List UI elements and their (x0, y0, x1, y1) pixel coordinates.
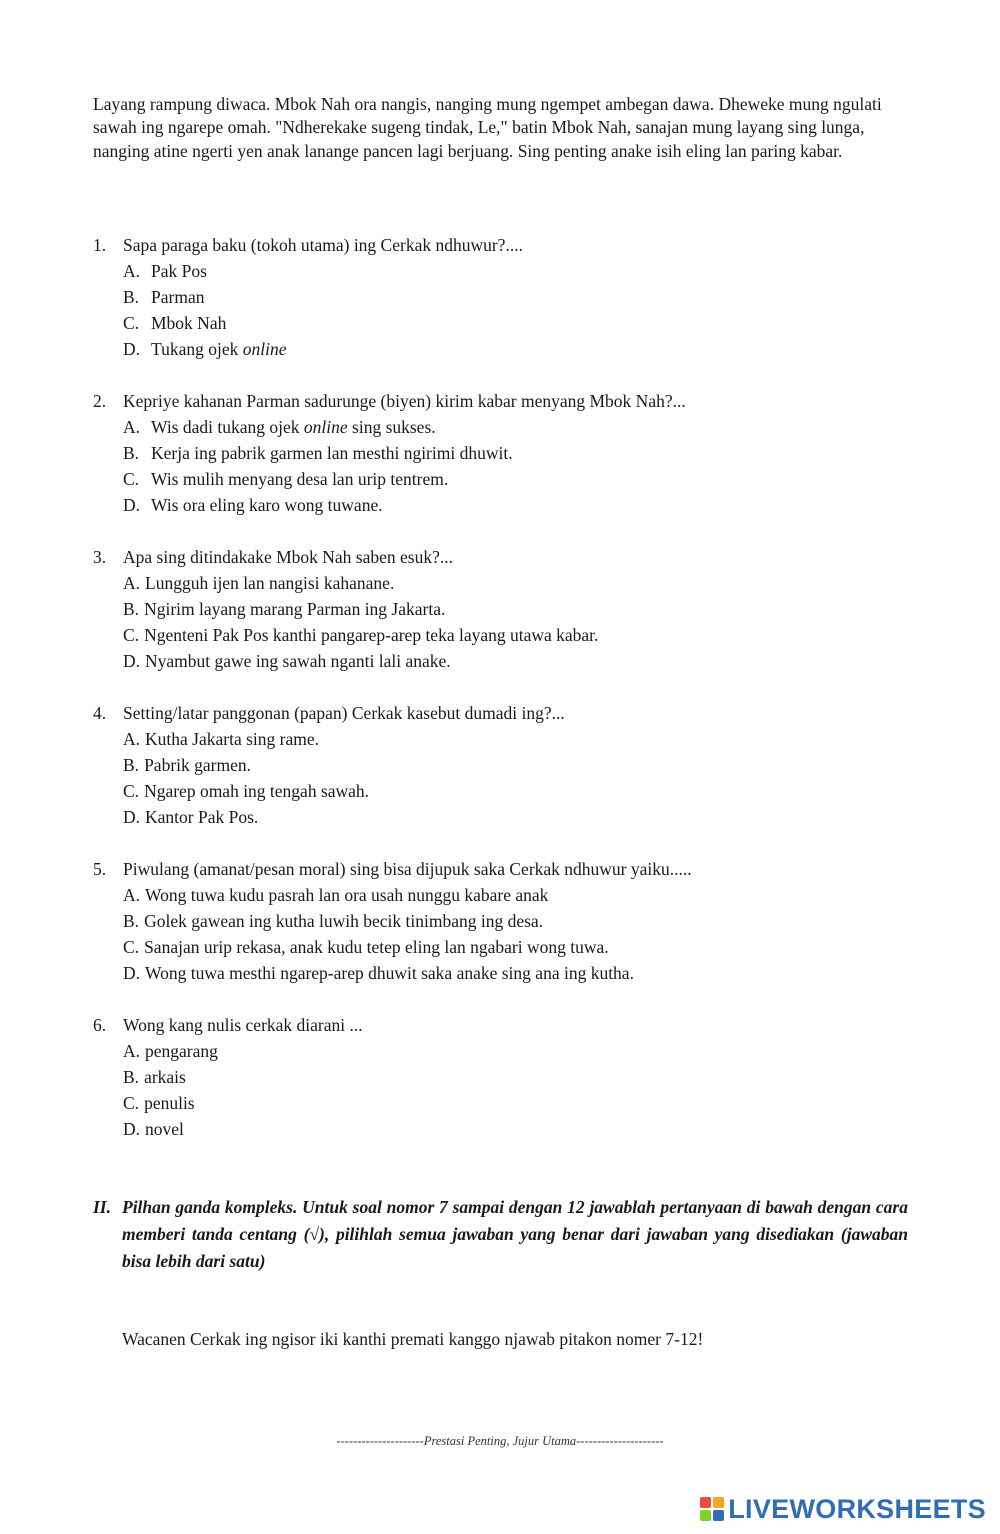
option-a[interactable]: A. Wis dadi tukang ojek online sing sukses. (123, 417, 436, 437)
option-b[interactable]: B. Kerja ing pabrik garmen lan mesthi ngirimi dhuwit. (123, 443, 513, 463)
section-2-heading (93, 1194, 908, 1275)
footer-motto: ---------------------Prestasi Penting, Jujur Utama--------------------- (336, 1434, 664, 1448)
option-c[interactable]: C. Mbok Nah (123, 313, 227, 333)
question-number: 2. (93, 391, 107, 411)
option-a[interactable]: A. pengarang (123, 1041, 218, 1061)
logo-text: LIVEWORKSHEETS (728, 1493, 986, 1524)
question-1 (93, 232, 913, 362)
question-text: Apa sing ditindakake Mbok Nah saben esuk?... (123, 547, 453, 567)
section-instructions: Pilhan ganda kompleks. Untuk soal nomor 7 sampai dengan 12 jawablah pertanyaan di bawah dengan cara memberi tanda centang (√), pilihlah semua jawaban yang benar dari jawaban yang disediakan (jawaban bisa lebih dari satu) (122, 1197, 908, 1271)
question-list (93, 232, 913, 1168)
intro-paragraph: Layang rampung diwaca. Mbok Nah ora nangis, nanging mung ngempet ambegan dawa. Dheweke mung ngulati sawah ing ngarepe omah. "Ndherekake sugeng tindak, Le," batin Mbok Nah, sanajan mung layang sing lunga, nanging atine ngerti yen anak lanange pancen lagi berjuang. Sing penting anake isih eling lan paring kabar. (93, 94, 882, 161)
option-c[interactable]: C. Ngenteni Pak Pos kanthi pangarep-arep teka layang utawa kabar. (123, 625, 599, 645)
option-a[interactable]: A. Pak Pos (123, 261, 207, 281)
question-number: 6. (93, 1015, 107, 1035)
option-b[interactable]: B. Pabrik garmen. (123, 755, 251, 775)
question-2 (93, 388, 913, 518)
question-text: Setting/latar panggonan (papan) Cerkak kasebut dumadi ing?... (123, 703, 565, 723)
option-c[interactable]: C. penulis (123, 1093, 195, 1113)
option-d[interactable]: D. novel (123, 1119, 184, 1139)
option-d[interactable]: D. Wong tuwa mesthi ngarep-arep dhuwit saka anake sing ana ing kutha. (123, 963, 634, 983)
question-text: Wong kang nulis cerkak diarani ... (123, 1015, 363, 1035)
option-d[interactable]: D. Wis ora eling karo wong tuwane. (123, 495, 383, 515)
question-5 (93, 856, 913, 986)
question-number: 1. (93, 235, 107, 255)
option-d[interactable]: D. Tukang ojek online (123, 339, 287, 359)
option-c[interactable]: C. Sanajan urip rekasa, anak kudu tetep eling lan ngabari wong tuwa. (123, 937, 609, 957)
section-number: II. (93, 1197, 111, 1217)
option-a[interactable]: A. Lungguh ijen lan nangisi kahanane. (123, 573, 395, 593)
question-number: 5. (93, 859, 107, 879)
option-d[interactable]: D. Kantor Pak Pos. (123, 807, 259, 827)
liveworksheets-logo[interactable] (700, 1492, 986, 1526)
question-number: 4. (93, 703, 107, 723)
option-b[interactable]: B. Parman (123, 287, 205, 307)
option-a[interactable]: A. Wong tuwa kudu pasrah lan ora usah nunggu kabare anak (123, 885, 549, 905)
option-b[interactable]: B. Ngirim layang marang Parman ing Jakarta. (123, 599, 446, 619)
question-4 (93, 700, 913, 830)
option-c[interactable]: C. Ngarep omah ing tengah sawah. (123, 781, 370, 801)
question-text: Sapa paraga baku (tokoh utama) ing Cerkak ndhuwur?.... (123, 235, 523, 255)
option-c[interactable]: C. Wis mulih menyang desa lan urip tentrem. (123, 469, 449, 489)
question-text: Kepriye kahanan Parman sadurunge (biyen) kirim kabar menyang Mbok Nah?... (123, 391, 686, 411)
question-6 (93, 1012, 913, 1142)
option-a[interactable]: A. Kutha Jakarta sing rame. (123, 729, 319, 749)
option-d[interactable]: D. Nyambut gawe ing sawah nganti lali anake. (123, 651, 451, 671)
reading-instruction: Wacanen Cerkak ing ngisor iki kanthi premati kanggo njawab pitakon nomer 7-12! (122, 1329, 704, 1349)
question-number: 3. (93, 547, 107, 567)
logo-icon (700, 1497, 724, 1521)
option-b[interactable]: B. arkais (123, 1067, 186, 1087)
question-3 (93, 544, 913, 674)
question-text: Piwulang (amanat/pesan moral) sing bisa dijupuk saka Cerkak ndhuwur yaiku..... (123, 859, 692, 879)
option-b[interactable]: B. Golek gawean ing kutha luwih becik tinimbang ing desa. (123, 911, 544, 931)
